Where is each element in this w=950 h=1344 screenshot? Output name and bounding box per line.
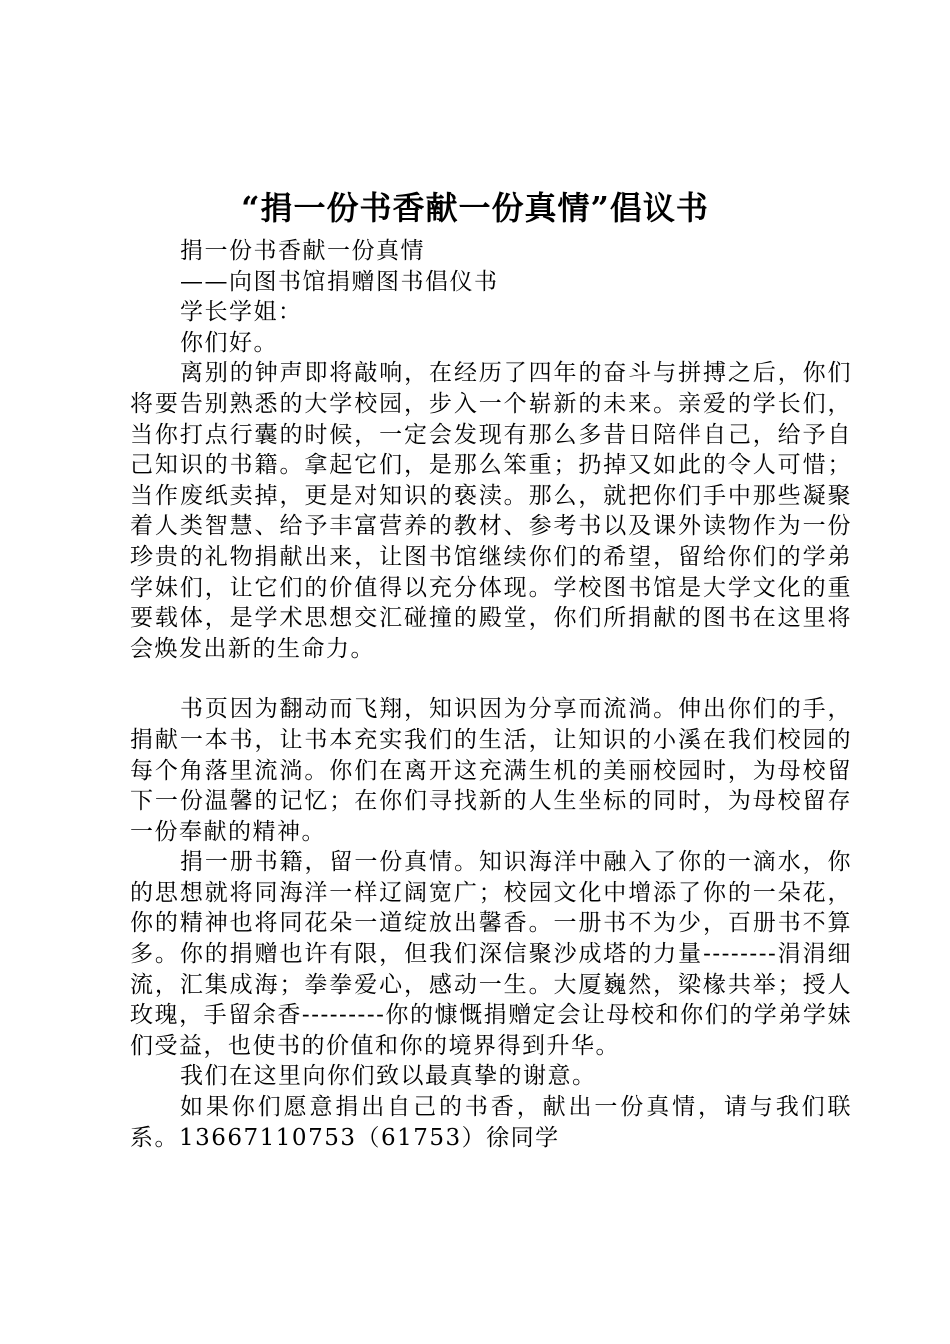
paragraph-sharing: 书页因为翻动而飞翔，知识因为分享而流淌。伸出你们的手，捐献一本书，让书本充实我们的生活，让知识的小溪在我们校园的每个角落里流淌。你们在离开这充满生机的美丽校园时，为母校留下一份温馨的记忆；在你们寻找新的人生坐标的同时，为母校留存一份奉献的精神。 <box>130 696 852 845</box>
salutation: 学长学姐： <box>180 299 303 326</box>
paragraph-contact: 如果你们愿意捐出自己的书香，献出一份真情，请与我们联系。13667110753（61753）徐同学 <box>130 1094 852 1151</box>
paragraph-spacer <box>130 664 852 694</box>
greeting: 你们好。 <box>180 329 278 356</box>
subtitle: 捐一份书香献一份真情 <box>180 238 425 264</box>
document-body <box>130 236 852 1153</box>
paragraph-farewell: 离别的钟声即将敲响，在经历了四年的奋斗与拼搏之后，你们将要告别熟悉的大学校园，步入一个崭新的未来。亲爱的学长们，当你打点行囊的时候，一定会发现有那么多昔日陪伴自己，给予自己知识的书籍。拿起它们，是那么笨重；扔掉又如此的令人可惜；当作废纸卖掉，更是对知识的亵渎。那么，就把你们手中那些凝聚着人类智慧、给予丰富营养的教材、参考书以及课外读物作为一份珍贵的礼物捐献出来，让图书馆继续你们的希望，留给你们的学弟学妹们，让它们的价值得以充分体现。学校图书馆是大学文化的重要载体，是学术思想交汇碰撞的殿堂，你们所捐献的图书在这里将会焕发出新的生命力。 <box>130 360 852 662</box>
subtitle-secondary: ——向图书馆捐赠图书倡仪书 <box>180 268 499 295</box>
paragraph-donation: 捐一册书籍，留一份真情。知识海洋中融入了你的一滴水，你的思想就将同海洋一样辽阔宽广；校园文化中增添了你的一朵花，你的精神也将同花朵一道绽放出馨香。一册书不为少，百册书不算多。你的捐赠也许有限，但我们深信聚沙成塔的力量--------涓涓细流，汇集成海；拳拳爱心，感动一生。大厦巍然，梁椽共举；授人玫瑰，手留余香---------你的慷慨捐赠定会让母校和你们的学弟学妹们受益，也使书的价值和你的境界得到升华。 <box>130 849 852 1059</box>
document-title: “捐一份书香献一份真情”倡议书 <box>241 189 709 227</box>
paragraph-thanks: 我们在这里向你们致以最真挚的谢意。 <box>180 1063 597 1090</box>
